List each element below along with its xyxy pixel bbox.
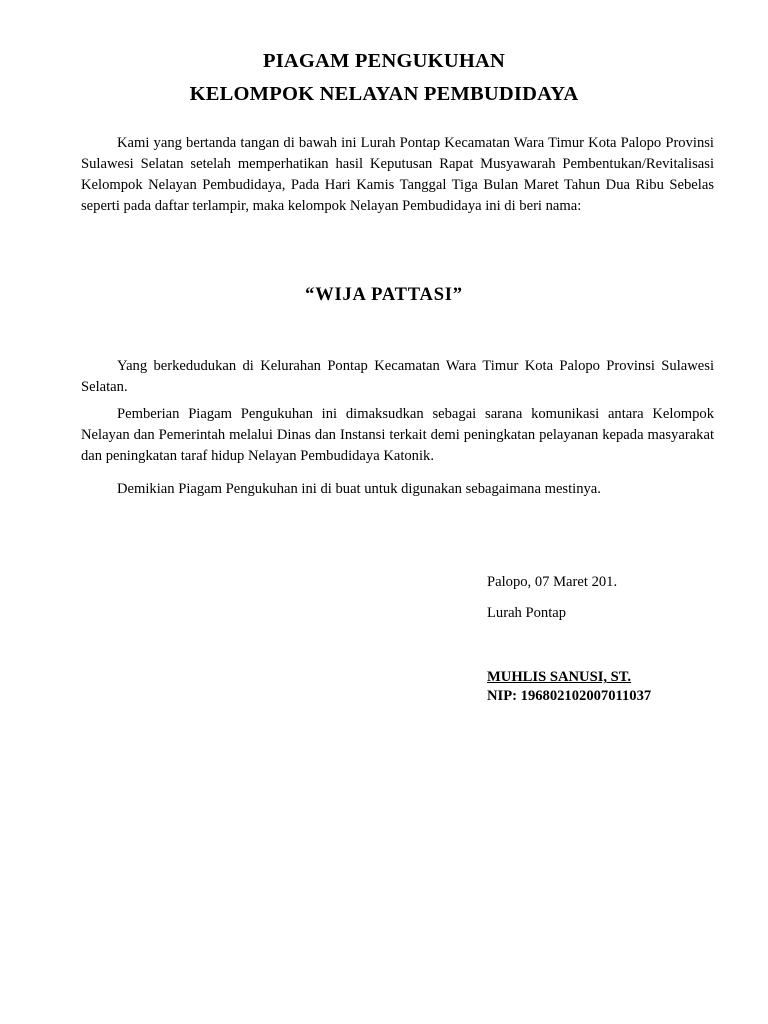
closing-paragraph: Demikian Piagam Pengukuhan ini di buat untuk digunakan sebagaimana mestinya. [117,481,601,497]
domicile-paragraph: Yang berkedudukan di Kelurahan Pontap Kecamatan Wara Timur Kota Palopo Provinsi Sulawesi Selatan. [81,358,714,395]
signatory-nip: NIP: 196802102007011037 [487,688,652,704]
opening-paragraph: Kami yang bertanda tangan di bawah ini Lurah Pontap Kecamatan Wara Timur Kota Palopo Provinsi Sulawesi Selatan setelah memperhatikan hasil Keputusan Rapat Musyawarah Pembentukan/Revitalisasi Kelompok Nelayan Pembudidaya, Pada Hari Kamis Tanggal Tiga Bulan Maret Tahun Dua Ribu Sebelas seperti pada daftar terlampir, maka kelompok Nelayan Pembudidaya ini di beri nama: [81,135,714,214]
document-title-line2: KELOMPOK NELAYAN PEMBUDIDAYA [189,83,579,105]
signatory-name: MUHLIS SANUSI, ST. [487,669,632,685]
purpose-paragraph: Pemberian Piagam Pengukuhan ini dimaksudkan sebagai sarana komunikasi antara Kelompok Nelayan dan Pemerintah melalui Dinas dan Instansi terkait demi peningkatan pelayanan kepada masyarakat dan peningkatan taraf hidup Nelayan Pembudidaya Katonik. [81,406,714,464]
document-title-line1: PIAGAM PENGUKUHAN [263,50,505,72]
signature-position: Lurah Pontap [487,605,567,621]
signature-place-date: Palopo, 07 Maret 201. [487,574,618,590]
group-name: “WIJA PATTASI” [305,285,463,305]
